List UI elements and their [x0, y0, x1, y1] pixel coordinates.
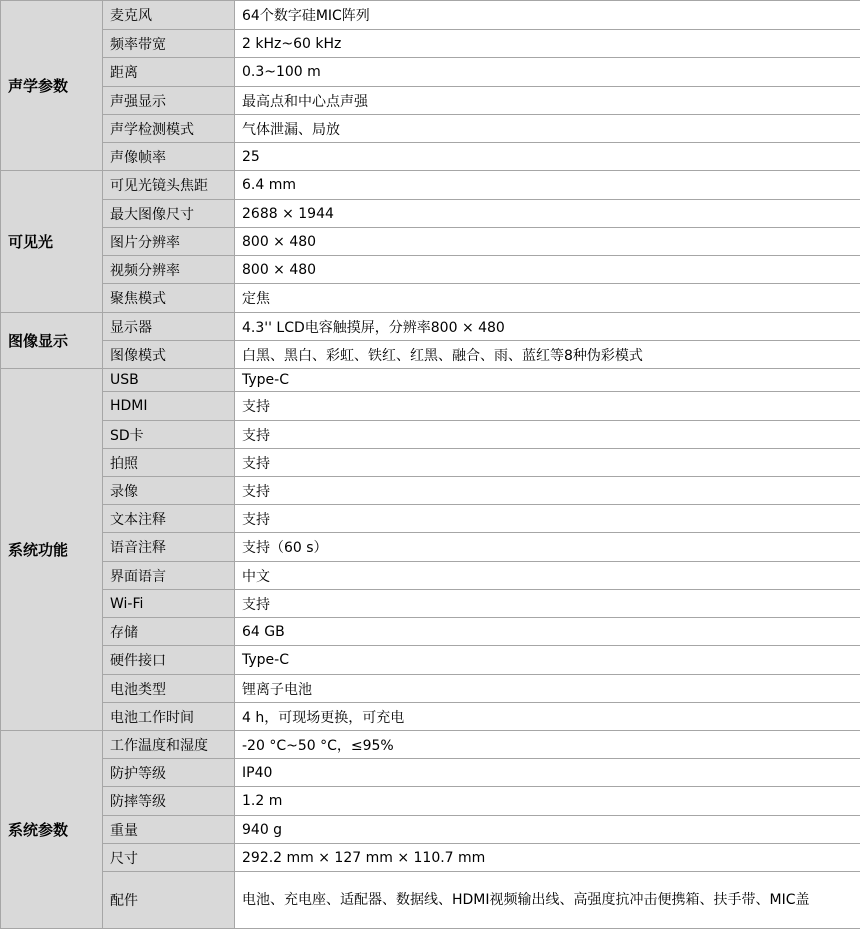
section-label: 声学参数	[1, 1, 103, 171]
table-row	[1, 1, 860, 30]
spec-key: 频率带宽	[103, 30, 235, 58]
spec-key: 显示器	[103, 313, 235, 341]
spec-value: 6.4 mm	[235, 171, 860, 200]
spec-value: 电池、充电座、适配器、数据线、HDMI视频输出线、高强度抗冲击便携箱、扶手带、MIC盖	[235, 872, 860, 929]
spec-key: HDMI	[103, 392, 235, 421]
spec-value: 支持	[235, 505, 860, 533]
spec-value: 气体泄漏、局放	[235, 115, 860, 143]
spec-key: 聚焦模式	[103, 284, 235, 313]
spec-value: 2688 × 1944	[235, 200, 860, 228]
spec-value: 25	[235, 143, 860, 171]
table-row	[1, 816, 860, 844]
spec-value: 支持	[235, 477, 860, 505]
table-row	[1, 171, 860, 200]
spec-value: 中文	[235, 562, 860, 590]
table-row	[1, 449, 860, 477]
table-row	[1, 477, 860, 505]
spec-key: 文本注释	[103, 505, 235, 533]
table-row	[1, 369, 860, 392]
spec-key: 电池类型	[103, 675, 235, 703]
table-row	[1, 618, 860, 646]
spec-value: 锂离子电池	[235, 675, 860, 703]
spec-value: 64 GB	[235, 618, 860, 646]
table-row	[1, 646, 860, 675]
table-row	[1, 30, 860, 58]
table-row	[1, 844, 860, 872]
spec-value: Type-C	[235, 646, 860, 675]
section-label: 系统功能	[1, 369, 103, 731]
table-row	[1, 872, 860, 929]
table-row	[1, 143, 860, 171]
spec-key: 声强显示	[103, 87, 235, 115]
spec-key: 最大图像尺寸	[103, 200, 235, 228]
spec-key: 配件	[103, 872, 235, 929]
section-label: 系统参数	[1, 731, 103, 929]
spec-value: 2 kHz~60 kHz	[235, 30, 860, 58]
spec-key: 尺寸	[103, 844, 235, 872]
table-row	[1, 759, 860, 787]
spec-key: 硬件接口	[103, 646, 235, 675]
spec-value: 940 g	[235, 816, 860, 844]
spec-value: 定焦	[235, 284, 860, 313]
spec-value: 支持	[235, 449, 860, 477]
spec-key: 防护等级	[103, 759, 235, 787]
table-row	[1, 703, 860, 731]
table-row	[1, 392, 860, 421]
spec-key: 可见光镜头焦距	[103, 171, 235, 200]
table-row	[1, 421, 860, 449]
table-row	[1, 341, 860, 369]
table-row	[1, 562, 860, 590]
spec-key: 图像模式	[103, 341, 235, 369]
spec-key: 声像帧率	[103, 143, 235, 171]
table-row	[1, 787, 860, 816]
spec-value: 最高点和中心点声强	[235, 87, 860, 115]
spec-value: 白黑、黑白、彩虹、铁红、红黑、融合、雨、蓝红等8种伪彩模式	[235, 341, 860, 369]
table-row	[1, 58, 860, 87]
table-row	[1, 675, 860, 703]
spec-key: SD卡	[103, 421, 235, 449]
spec-value: 4 h，可现场更换，可充电	[235, 703, 860, 731]
table-row	[1, 115, 860, 143]
spec-value: 800 × 480	[235, 228, 860, 256]
table-row	[1, 228, 860, 256]
table-row	[1, 200, 860, 228]
section-label: 图像显示	[1, 313, 103, 369]
spec-key: Wi-Fi	[103, 590, 235, 618]
spec-key: 图片分辨率	[103, 228, 235, 256]
spec-key: 视频分辨率	[103, 256, 235, 284]
spec-value: 1.2 m	[235, 787, 860, 816]
spec-key: USB	[103, 369, 235, 392]
table-row	[1, 731, 860, 759]
spec-value: 支持（60 s）	[235, 533, 860, 562]
spec-key: 录像	[103, 477, 235, 505]
spec-key: 界面语言	[103, 562, 235, 590]
spec-key: 距离	[103, 58, 235, 87]
spec-key: 工作温度和湿度	[103, 731, 235, 759]
table-row	[1, 284, 860, 313]
spec-value: 292.2 mm × 127 mm × 110.7 mm	[235, 844, 860, 872]
spec-value: 4.3'' LCD电容触摸屏，分辨率800 × 480	[235, 313, 860, 341]
spec-key: 存储	[103, 618, 235, 646]
spec-key: 声学检测模式	[103, 115, 235, 143]
spec-key: 麦克风	[103, 1, 235, 30]
spec-value: 支持	[235, 421, 860, 449]
table-row	[1, 87, 860, 115]
spec-value: 支持	[235, 590, 860, 618]
table-row	[1, 256, 860, 284]
spec-value: IP40	[235, 759, 860, 787]
spec-value: 800 × 480	[235, 256, 860, 284]
table-row	[1, 313, 860, 341]
spec-key: 重量	[103, 816, 235, 844]
spec-key: 拍照	[103, 449, 235, 477]
table-row	[1, 533, 860, 562]
table-row	[1, 505, 860, 533]
spec-key: 电池工作时间	[103, 703, 235, 731]
table-row	[1, 590, 860, 618]
spec-value: -20 °C~50 °C，≤95%	[235, 731, 860, 759]
spec-value: 64个数字硅MIC阵列	[235, 1, 860, 30]
spec-value: Type-C	[235, 369, 860, 392]
spec-key: 防摔等级	[103, 787, 235, 816]
spec-key: 语音注释	[103, 533, 235, 562]
section-label: 可见光	[1, 171, 103, 313]
spec-value: 支持	[235, 392, 860, 421]
spec-value: 0.3~100 m	[235, 58, 860, 87]
